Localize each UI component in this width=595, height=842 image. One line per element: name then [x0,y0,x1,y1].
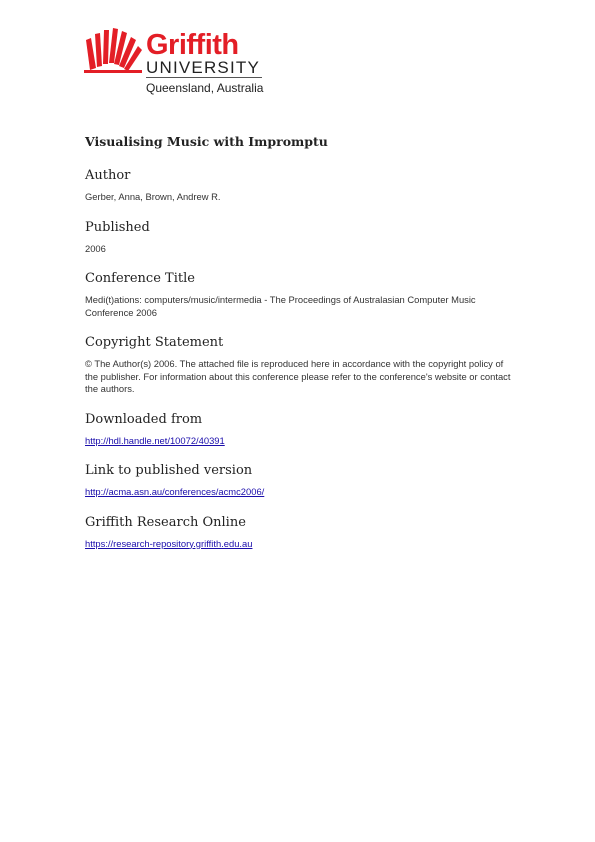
published-version-link[interactable]: http://acma.asn.au/conferences/acmc2006/ [85,486,265,497]
section-heading: Griffith Research Online [85,514,246,530]
section-downloaded-from [85,412,515,448]
section-heading: Link to published version [85,463,253,478]
flame-logo-icon [84,28,142,78]
section-heading: Copyright Statement [85,335,224,350]
author-value: Gerber, Anna, Brown, Andrew R. [85,191,221,202]
section-published [85,220,515,256]
metadata-sheet [85,134,515,566]
logo-subtitle: UNIVERSITY [146,58,261,77]
section-heading: Downloaded from [85,411,203,427]
section-heading: Author [85,168,131,183]
section-copyright [85,335,515,396]
section-published-version [85,463,515,499]
section-conference-title [85,271,515,319]
conference-title-value: Medi(t)ations: computers/music/intermedia - The Proceedings of Australasian Computer Music Conference 2006 [85,294,476,318]
downloaded-from-link[interactable]: http://hdl.handle.net/10072/40391 [85,434,225,446]
published-value: 2006 [85,242,106,254]
section-heading: Published [85,219,150,235]
section-heading: Conference Title [85,271,195,286]
document-title: Visualising Music with Impromptu [85,134,328,149]
logo-location: Queensland, Australia [146,81,264,95]
section-research-online [85,515,515,551]
logo-wordmark: Griffith [146,29,239,61]
section-author [85,168,515,204]
griffith-logo [84,28,266,100]
logo-divider [146,77,262,78]
copyright-value: © The Author(s) 2006. The attached file is reproduced here in accordance with the copyright policy of the publisher. For information about this conference please refer to the conference's website or contact the authors. [85,358,511,394]
research-online-link[interactable]: https://research-repository.griffith.edu.au [85,537,253,549]
